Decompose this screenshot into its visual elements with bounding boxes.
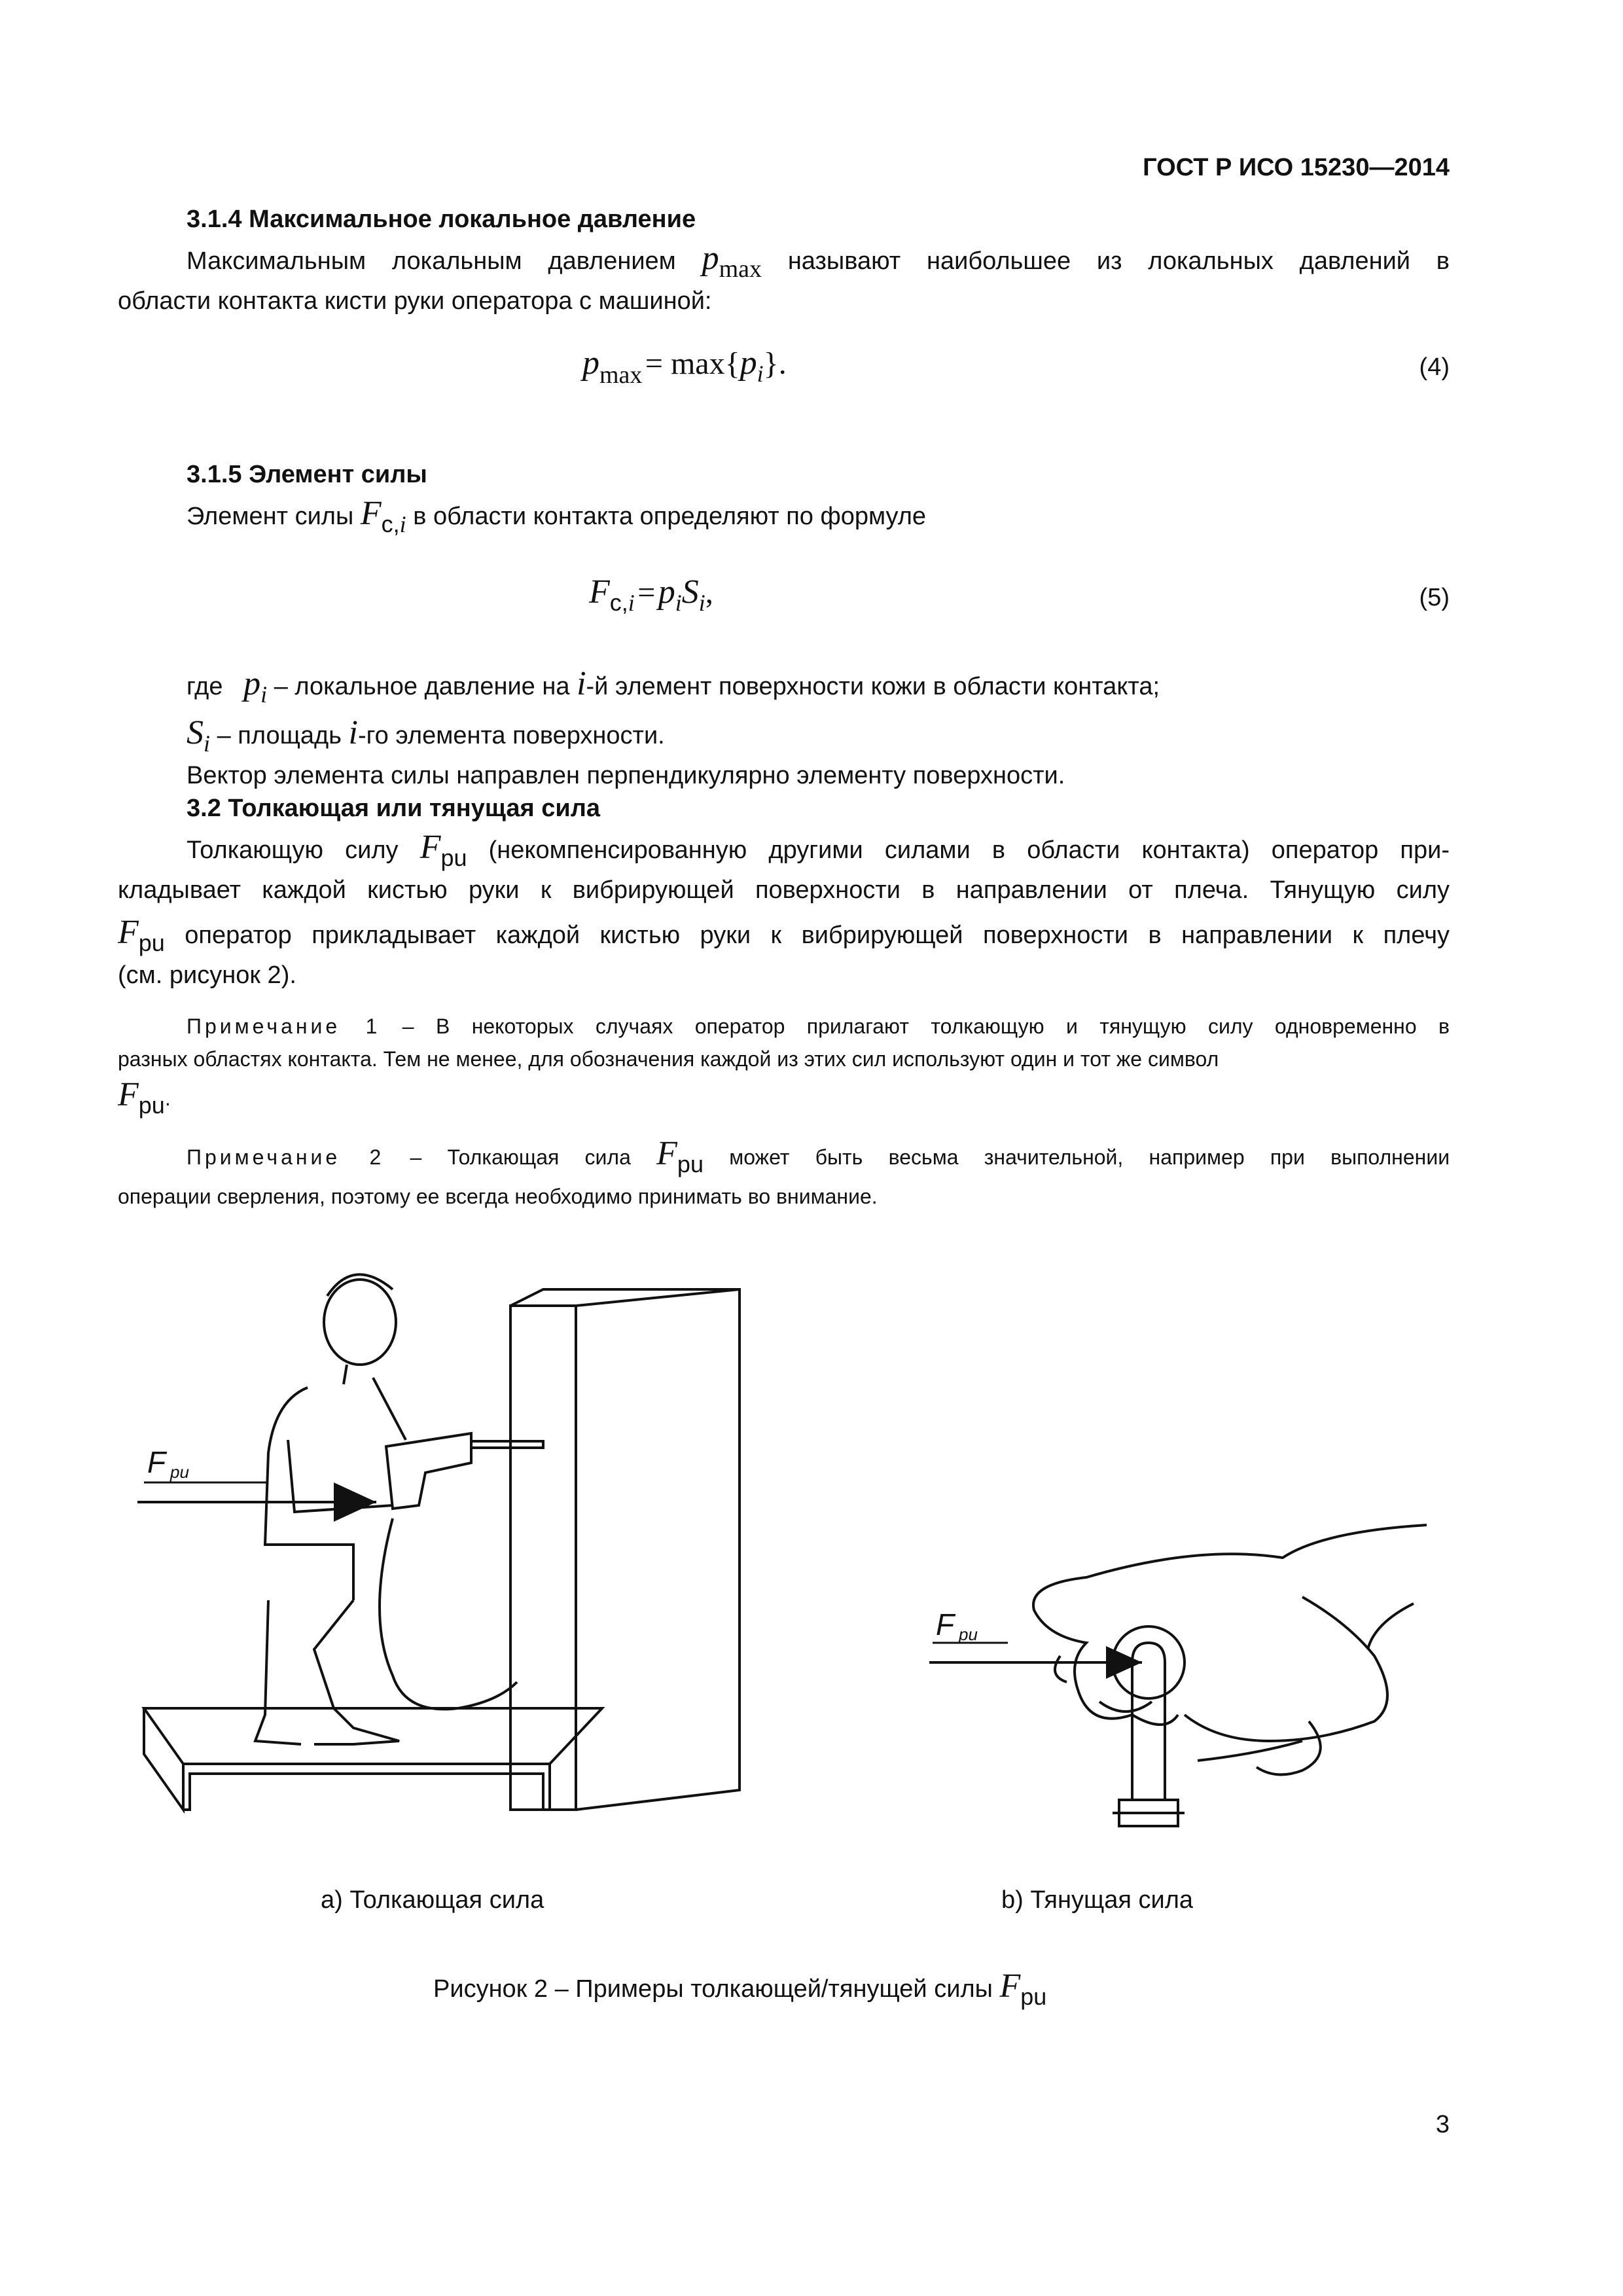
- text: Рисунок 2 – Примеры толкающей/тянущей силы: [433, 1975, 993, 2003]
- eq-symbol-p: p: [582, 344, 599, 382]
- subscript-pu: pu: [1020, 1983, 1047, 2010]
- symbol-p: p: [243, 665, 261, 702]
- front-leg: [255, 1600, 301, 1744]
- symbol-i: i: [348, 714, 358, 751]
- eq-p: p: [740, 344, 757, 382]
- note-label: Примечание 2: [187, 1145, 385, 1169]
- waist: [265, 1545, 353, 1600]
- symbol-F: F: [360, 495, 382, 532]
- equation-4: [582, 344, 787, 389]
- note-1-line2: разных областях контакта. Тем не менее, для обозначения каждой из этих сил используют один и тот же символ: [118, 1047, 1219, 1071]
- figure-push-illustration: [118, 1257, 772, 1885]
- force-label-pu: pu: [959, 1624, 978, 1644]
- section-3-2-line2: кладывает каждой кистью руки к вибрирующей поверхности в направлении от плеча. Тянущую силу: [118, 876, 1450, 904]
- text: – площадь: [217, 722, 342, 749]
- force-label-F: F: [147, 1445, 166, 1479]
- hair: [327, 1274, 393, 1296]
- figure-pull-illustration: [916, 1505, 1492, 1872]
- eq-symbol-F: F: [589, 573, 610, 611]
- figure-caption-a: а) Толкающая сила: [321, 1886, 544, 1914]
- symbol-S: S: [187, 714, 204, 751]
- subscript-pu: pu: [138, 1092, 165, 1119]
- force-label-pu: pu: [170, 1462, 189, 1482]
- section-3-1-4-heading: 3.1.4 Максимальное локальное давление: [187, 206, 696, 233]
- eq-equals: =: [637, 575, 656, 610]
- cabinet-side: [510, 1289, 740, 1810]
- subscript-i: i: [399, 511, 406, 537]
- chest: [373, 1378, 406, 1440]
- text: Элемент силы: [187, 503, 354, 530]
- text: – Толкающая сила: [410, 1145, 631, 1169]
- head: [324, 1280, 396, 1365]
- text: -го элемента поверхности.: [357, 722, 665, 749]
- section-3-2-line3: [118, 913, 1450, 955]
- drill-bit: [471, 1441, 543, 1448]
- thumb-area: [1185, 1597, 1387, 1741]
- section-3-1-5-heading: 3.1.5 Элемент силы: [187, 461, 427, 488]
- document-header: ГОСТ Р ИСО 15230—2014: [1143, 154, 1450, 181]
- cabinet-front: [510, 1306, 576, 1810]
- symbol-F: F: [656, 1135, 677, 1172]
- force-arrow-head: [1106, 1646, 1142, 1679]
- platform-top: [144, 1708, 602, 1764]
- where-p-line: [187, 664, 1160, 706]
- equation-4-number: (4): [1419, 353, 1450, 381]
- eq-rhs: = max{: [645, 346, 740, 381]
- eq-subscript-i: i: [628, 590, 635, 616]
- subscript-i: i: [204, 730, 211, 757]
- eq-close: }.: [763, 346, 787, 381]
- note-2-line2: операции сверления, поэтому ее всегда необходимо принимать во внимание.: [118, 1185, 878, 1208]
- platform-left-side: [144, 1708, 183, 1810]
- cabinet-edge: [576, 1289, 740, 1306]
- symbol-p: p: [702, 240, 719, 277]
- platform-front: [183, 1764, 550, 1810]
- eq-sub-i: i: [675, 590, 682, 616]
- text: .: [164, 1086, 171, 1110]
- section-3-2-line4: (см. рисунок 2).: [118, 961, 296, 989]
- equation-5: [589, 573, 713, 616]
- subscript-max: max: [719, 255, 762, 283]
- text: (некомпенсированную другими силами в области контакта) оператор при-: [488, 836, 1450, 864]
- text: – В некоторых случаях оператор прилагают толкающую и тянущую силу одновременно в: [402, 1014, 1450, 1038]
- force-arrow-head: [334, 1482, 376, 1522]
- thumb-tip: [1257, 1721, 1321, 1774]
- wrist-crease: [1368, 1604, 1414, 1649]
- finger-crease: [1055, 1656, 1067, 1682]
- eq-subscript-max: max: [599, 361, 643, 389]
- note-1-line3: [118, 1077, 171, 1117]
- text: называют наибольшее из локальных давлений в: [787, 247, 1450, 275]
- text: -й элемент поверхности кожи в области контакта;: [586, 673, 1160, 700]
- p-max-symbol: [702, 240, 762, 283]
- text: где: [187, 673, 223, 700]
- neck: [344, 1365, 347, 1384]
- text: в области контакта определяют по формуле: [413, 503, 927, 530]
- symbol-i: i: [577, 665, 586, 702]
- eq-comma: ,: [705, 575, 713, 610]
- symbol-F: F: [419, 829, 441, 866]
- drill-body: [386, 1433, 471, 1509]
- eq-S: S: [681, 573, 699, 611]
- subscript-c: c,: [381, 511, 400, 537]
- hand-back: [1033, 1525, 1427, 1725]
- where-S-line: [187, 713, 665, 755]
- symbol-F: F: [999, 1967, 1021, 2005]
- subscript-i: i: [260, 681, 268, 708]
- force-label-F: F: [936, 1607, 955, 1641]
- eq-p: p: [658, 573, 675, 611]
- finger-curl: [1099, 1702, 1152, 1712]
- symbol-F: F: [118, 914, 139, 951]
- section-3-2-heading: 3.2 Толкающая или тянущая сила: [187, 795, 601, 822]
- eq-sub-i: i: [757, 361, 764, 387]
- text: оператор прикладывает каждой кистью руки к вибрирующей поверхности в направлении к плечу: [185, 922, 1450, 949]
- back-leg: [314, 1600, 399, 1744]
- equation-5-number: (5): [1419, 584, 1450, 611]
- section-3-1-5-line1: [187, 494, 926, 536]
- vector-line: Вектор элемента силы направлен перпендикулярно элементу поверхности.: [187, 762, 1065, 789]
- section-3-1-4-line1: [187, 239, 1450, 281]
- subscript-pu: pu: [138, 929, 165, 956]
- drill-cord: [380, 1518, 517, 1709]
- section-3-2-line1: [187, 828, 1450, 870]
- text: Максимальным локальным давлением: [187, 247, 676, 275]
- subscript-pu: pu: [677, 1151, 704, 1177]
- back: [265, 1388, 334, 1545]
- figure-caption-b: b) Тянущая сила: [1001, 1886, 1194, 1914]
- page-number: 3: [1435, 2111, 1450, 2138]
- text: – локальное давление на: [274, 673, 570, 700]
- thumb-lower: [1198, 1741, 1302, 1761]
- text: Толкающую силу: [187, 836, 399, 864]
- eq-sub-i: i: [698, 590, 705, 616]
- text: может быть весьма значительной, например при выполнении: [729, 1145, 1450, 1169]
- eq-subscript-c: c,: [609, 589, 628, 616]
- subscript-pu: pu: [440, 844, 467, 871]
- section-3-1-4-line2: области контакта кисти руки оператора с машиной:: [118, 287, 712, 315]
- note-label: Примечание 1: [187, 1014, 381, 1038]
- symbol-F: F: [118, 1076, 139, 1113]
- figure-title: [433, 1967, 1047, 2010]
- note-1-line1: [187, 1008, 1450, 1045]
- note-2-line1: [187, 1136, 1450, 1175]
